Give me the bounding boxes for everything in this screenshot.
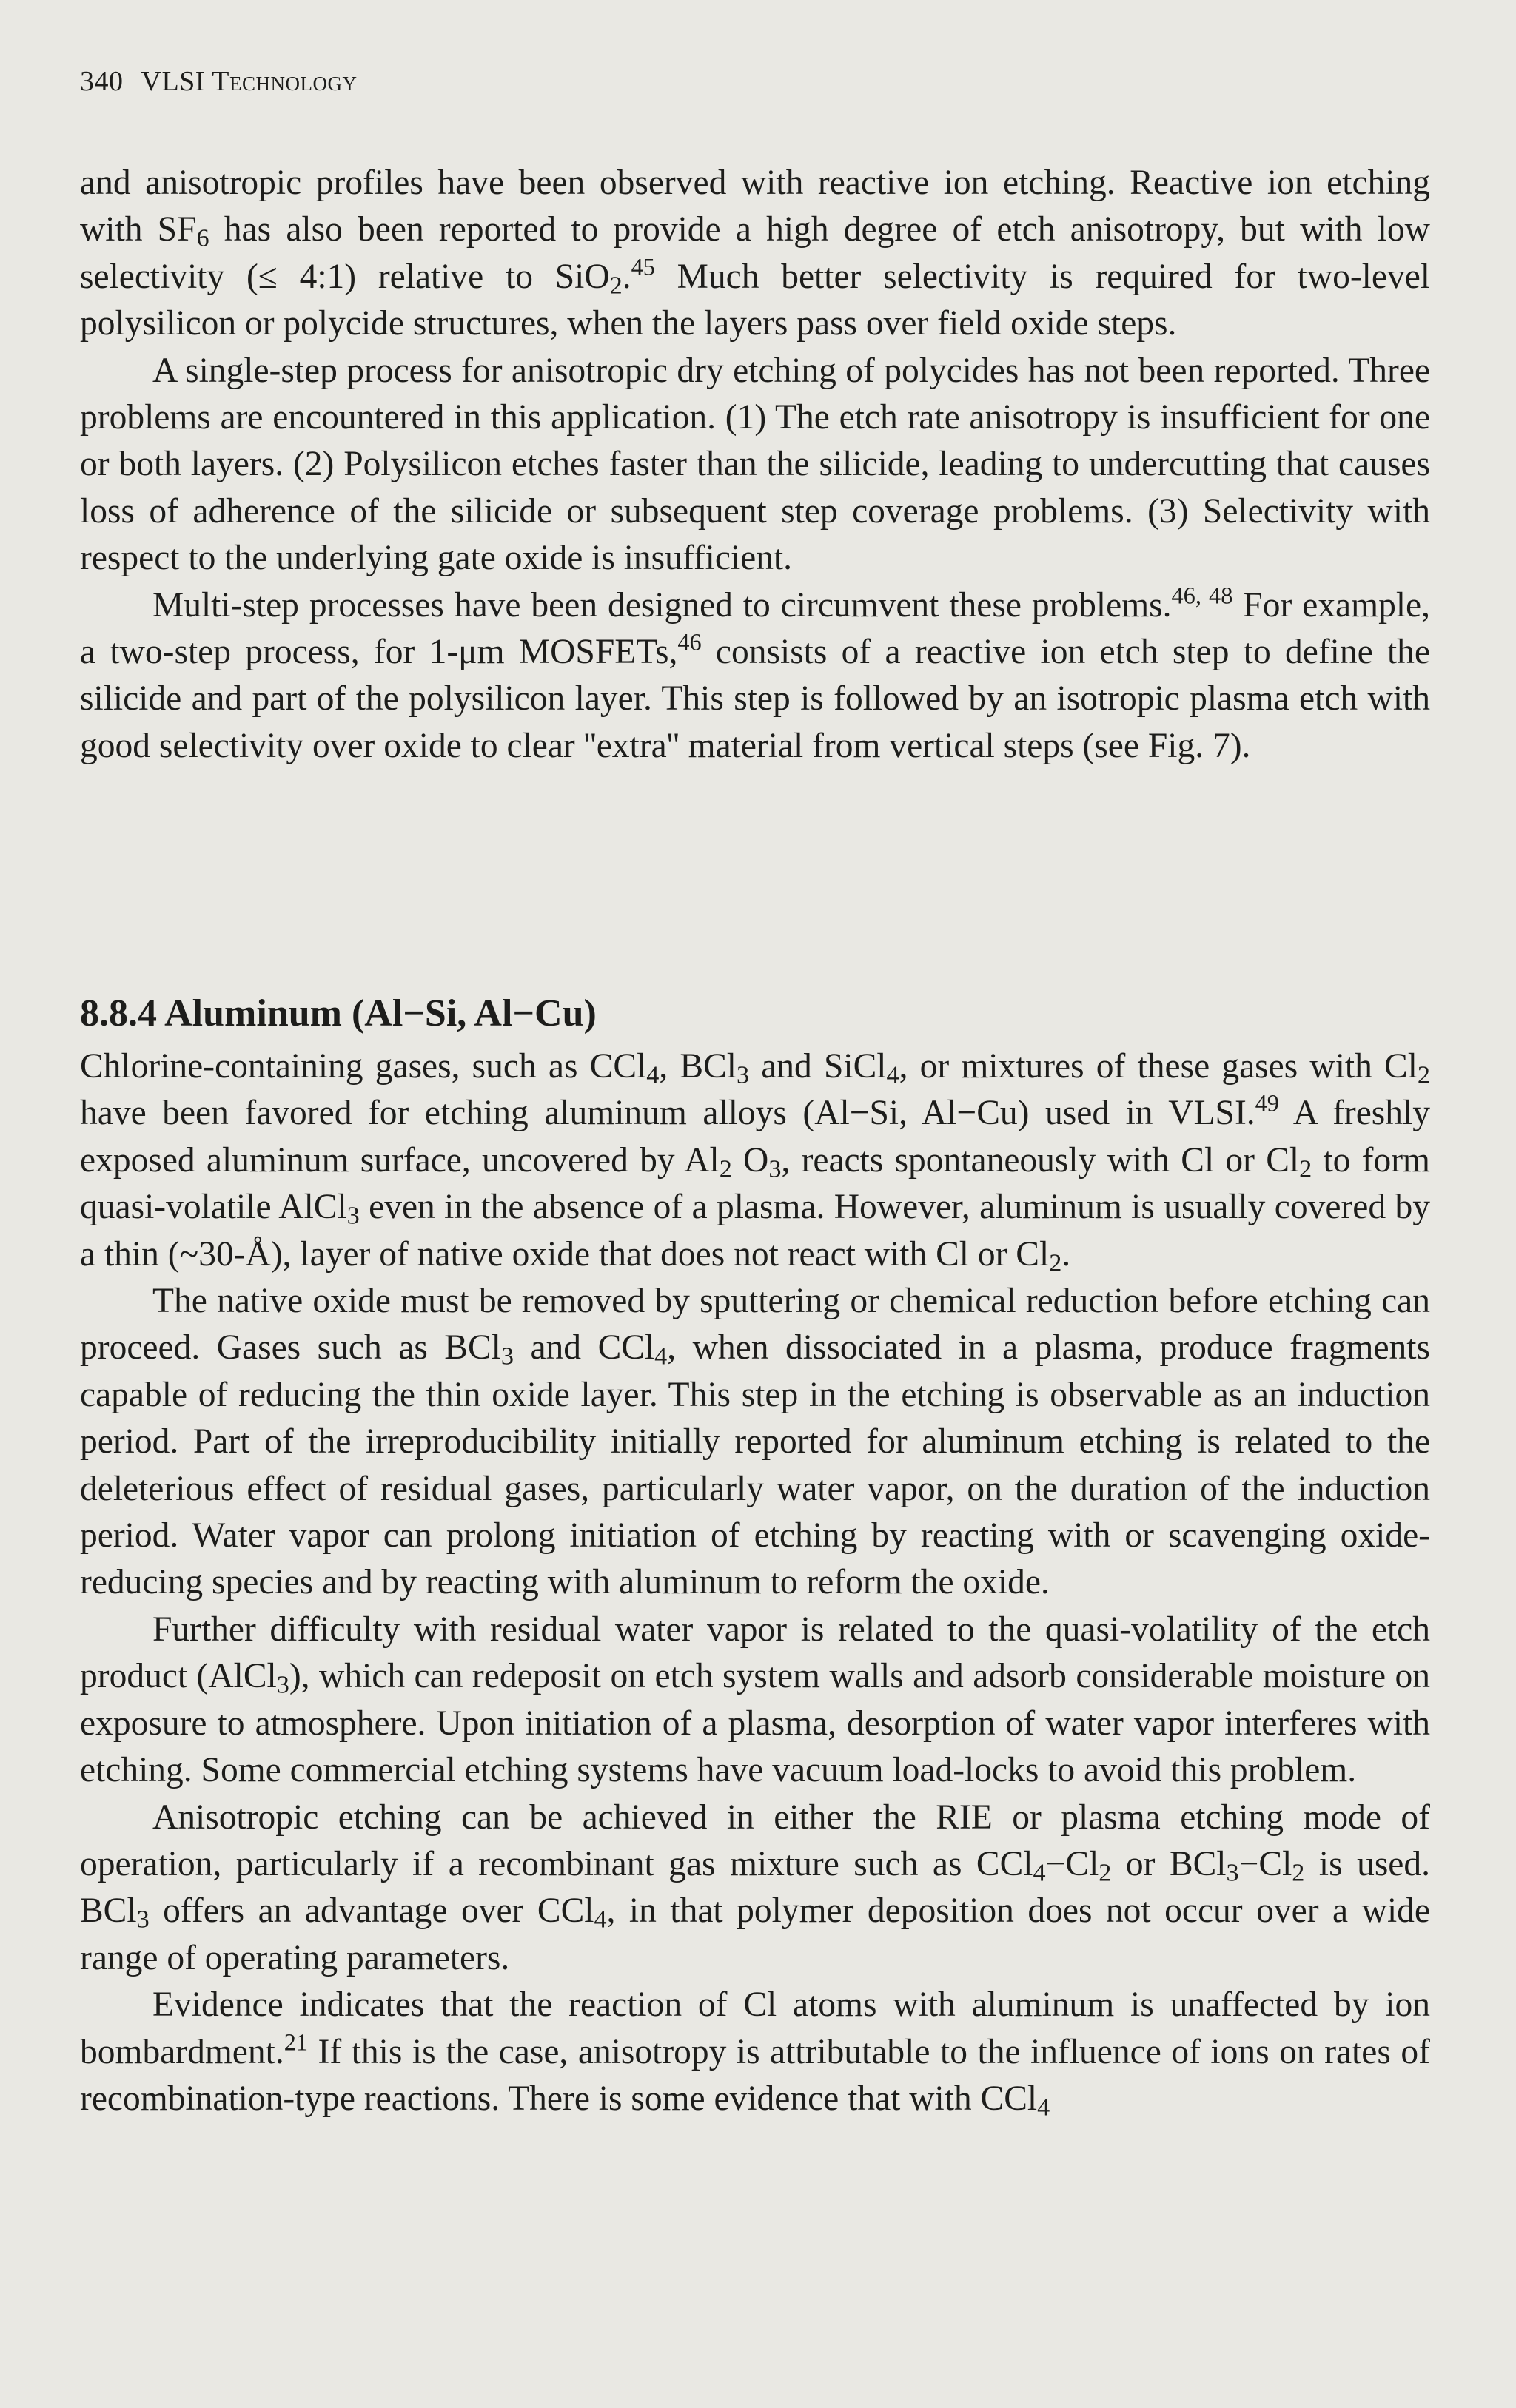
text-run: consists of a reactive ion etch step to define the silicide and part of the polysilicon layer. This step is followed by an isotropic plasma etch with good selectivity over oxide to clear ''extra'' material from vertical steps (see Fig. 7). [80, 633, 1431, 765]
text-run: has also been reported to provide a high degree of etch anisotropy, but with low selectivity (≤ 4:1) relative to SiO [80, 210, 1430, 296]
text-run: , in that polymer deposition does not occur over a wide range of operating parameters. [80, 1891, 1430, 1977]
paragraph [80, 1043, 1430, 1278]
paragraph [80, 1982, 1430, 2122]
footnote-ref: 49 [1255, 1089, 1279, 1117]
text-run: or BCl [1111, 1844, 1227, 1883]
text-run: to form quasi-volatile AlCl [80, 1140, 1430, 1227]
text-run: . [622, 257, 631, 296]
subscript: 3 [736, 1061, 750, 1089]
text-run: , when dissociated in a plasma, produce fragments capable of reducing the thin oxide layer. This step in the etching is observable as an induction period. Part of the irreproducibility initially reported for aluminum etching is related to the deleterious effect of residual gases, particularly water vapor, on the duration of the induction period. Water vapor can prolong initiation of etching by reacting with or scavenging oxide-reducing species and by reacting with aluminum to reform the oxide. [80, 1328, 1430, 1602]
text-run: The native oxide must be removed by sputtering or chemical reduction before etching can proceed. Gases such as BCl [80, 1282, 1430, 1368]
text-run: is used. BCl [80, 1844, 1431, 1931]
text-run: For example, a two-step process, for 1-μm MOSFETs, [80, 585, 1430, 672]
body-text-lower [80, 1043, 1430, 2122]
body-text-upper [80, 160, 1430, 770]
paragraph [80, 582, 1430, 770]
footnote-ref: 46, 48 [1171, 581, 1233, 608]
text-run: Much better selectivity is required for two-level polysilicon or polycide structures, when the layers pass over field oxide steps. [80, 257, 1430, 343]
text-run: Further difficulty with residual water vapor is related to the quasi-volatility of the etch product (AlCl [80, 1610, 1430, 1696]
subscript: 4 [654, 1342, 668, 1371]
subscript: 4 [1037, 2093, 1050, 2122]
text-run: have been favored for etching aluminum alloys (Al−Si, Al−Cu) used in VLSI. [80, 1094, 1255, 1133]
text-run: O [731, 1140, 769, 1180]
text-run: , reacts spontaneously with Cl or Cl [781, 1140, 1300, 1180]
text-run: , or mixtures of these gases with Cl [899, 1047, 1418, 1086]
footnote-ref: 46 [677, 628, 702, 656]
text-run: and anisotropic profiles have been observed with reactive ion etching. Reactive ion etching with SF [80, 164, 1430, 249]
subscript: 2 [1417, 1061, 1431, 1089]
text-run: and SiCl [749, 1047, 887, 1086]
subscript: 4 [646, 1061, 660, 1089]
text-run: Evidence indicates that the reaction of Cl atoms with aluminum is unaffected by ion bombardment. [80, 1985, 1430, 2071]
subscript: 4 [1033, 1859, 1046, 1887]
running-title: VLSI Technology [141, 66, 358, 97]
subscript: 2 [609, 272, 623, 300]
text-run: −Cl [1045, 1844, 1099, 1883]
subscript: 3 [500, 1342, 514, 1371]
subscript: 3 [768, 1155, 782, 1183]
text-run: A single-step process for anisotropic dry etching of polycides has not been reported. Three problems are encountered in this application. (1) The etch rate anisotropy is insufficient for one or both layers. (2) Polysilicon etches faster than the silicide, leading to undercutting that causes loss of adherence of the silicide or subsequent step coverage problems. (3) Selectivity with respect to the underlying gate oxide is insufficient. [80, 351, 1430, 578]
subscript: 2 [1292, 1859, 1305, 1887]
subscript: 2 [1099, 1859, 1112, 1887]
text-run: Chlorine-containing gases, such as CCl [80, 1047, 647, 1086]
text-run: and CCl [513, 1328, 655, 1368]
subscript: 3 [276, 1671, 289, 1699]
subscript: 2 [719, 1155, 732, 1183]
page-number: 340 [80, 66, 124, 97]
text-run: Anisotropic etching can be achieved in either the RIE or plasma etching mode of operation, particularly if a recombinant gas mixture such as CCl [80, 1797, 1430, 1883]
text-run: A freshly exposed aluminum surface, uncovered by Al [80, 1094, 1430, 1180]
subscript: 3 [1226, 1859, 1239, 1887]
subscript: 2 [1049, 1249, 1062, 1277]
subscript: 6 [196, 224, 209, 252]
paragraph [80, 1607, 1430, 1795]
footnote-ref: 45 [631, 253, 655, 280]
running-head [80, 64, 357, 99]
text-run: , BCl [659, 1047, 737, 1086]
text-run: even in the absence of a plasma. However, aluminum is usually covered by a thin (~30-Å), layer of native oxide that does not react with Cl or Cl [80, 1188, 1430, 1274]
paragraph [80, 1278, 1430, 1607]
subscript: 3 [136, 1906, 150, 1934]
paragraph [80, 348, 1430, 582]
footnote-ref: 21 [284, 2028, 308, 2055]
subscript: 3 [346, 1202, 360, 1230]
text-run: −Cl [1238, 1844, 1292, 1883]
text-run: . [1061, 1234, 1071, 1274]
text-run: offers an advantage over CCl [149, 1891, 594, 1931]
text-run: Multi-step processes have been designed to circumvent these problems. [152, 585, 1172, 625]
subscript: 4 [594, 1906, 607, 1934]
paragraph [80, 160, 1430, 348]
subscript: 4 [886, 1061, 899, 1089]
paragraph [80, 1795, 1430, 1982]
subscript: 2 [1299, 1155, 1312, 1183]
text-run: If this is the case, anisotropy is attributable to the influence of ions on rates of recombination-type reactions. There is some evidence that with CCl [80, 2032, 1430, 2118]
section-heading: 8.8.4 Aluminum (Al−Si, Al−Cu) [80, 992, 597, 1035]
text-run: ), which can redeposit on etch system walls and adsorb considerable moisture on exposure to atmosphere. Upon initiation of a plasma, desorption of water vapor interferes with etching. Some commercial etching systems have vacuum load-locks to avoid this problem. [80, 1657, 1430, 1790]
